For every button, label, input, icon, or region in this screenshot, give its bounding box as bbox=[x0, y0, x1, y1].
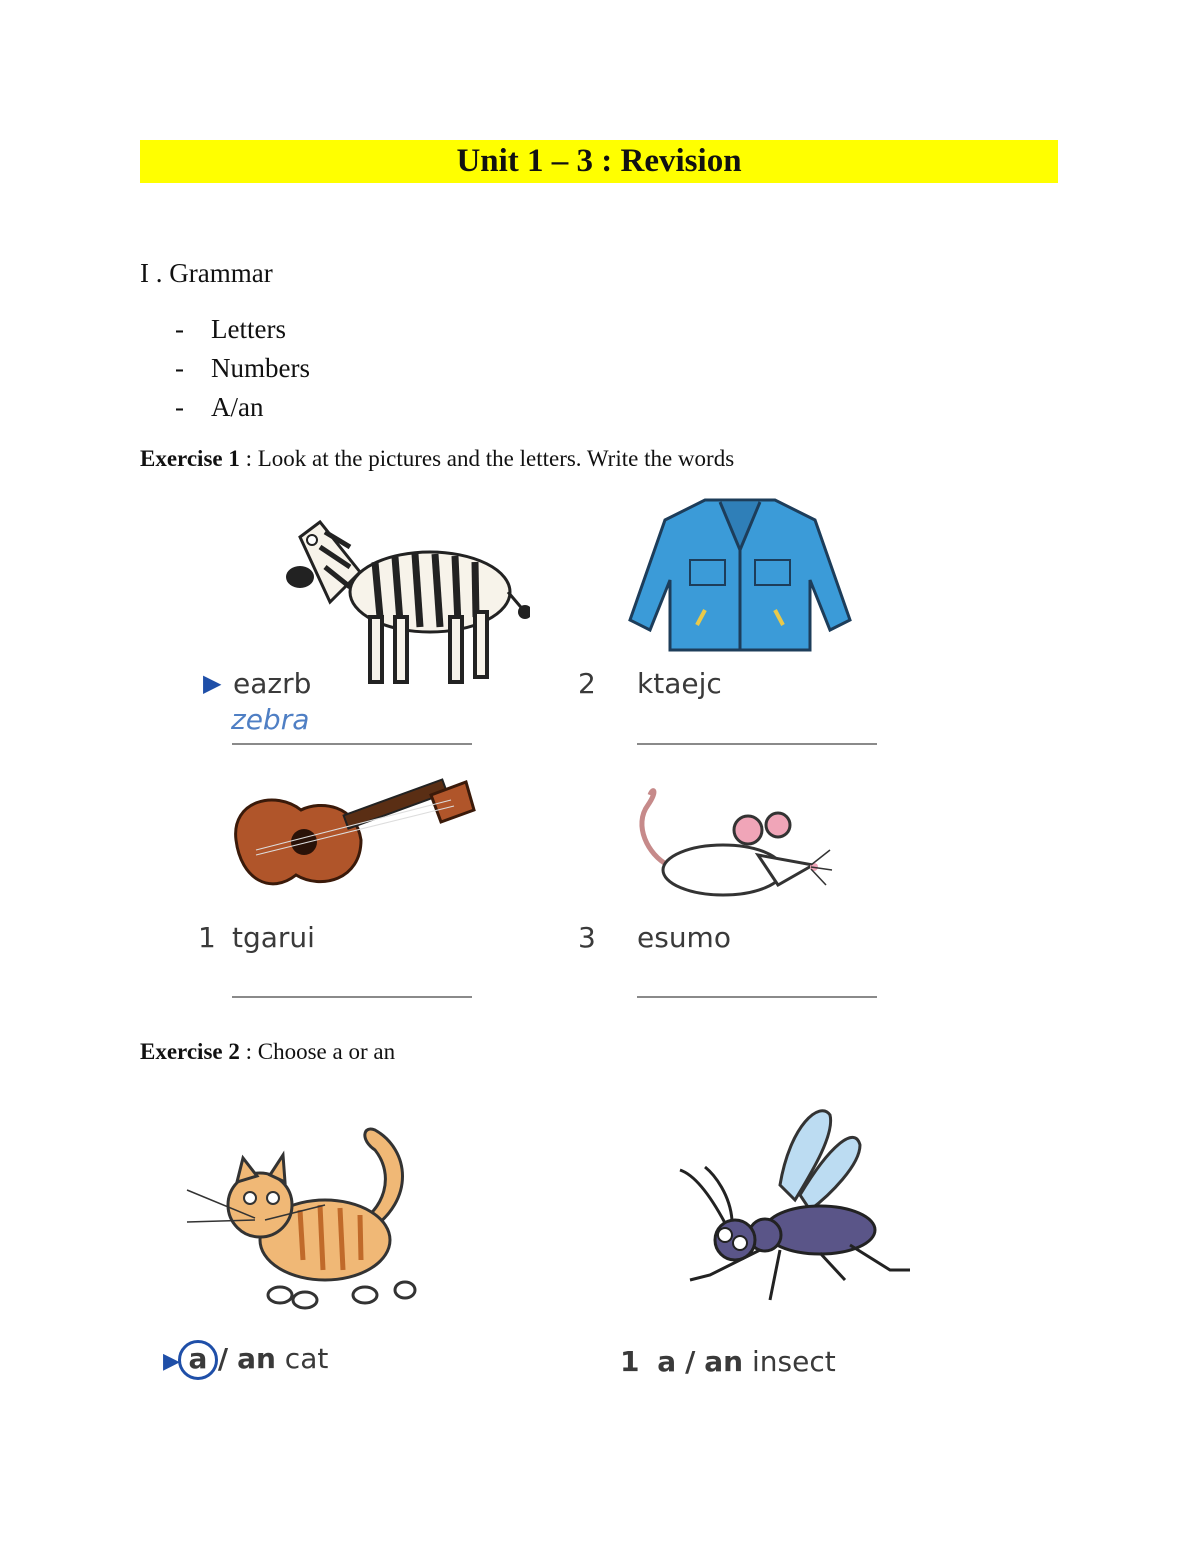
title-highlight bbox=[140, 140, 1058, 183]
scrambled-word: esumo bbox=[637, 921, 731, 954]
item-word: insect bbox=[751, 1345, 836, 1378]
zebra-picture bbox=[280, 492, 530, 702]
list-item: - Letters bbox=[175, 314, 286, 344]
circled-choice[interactable]: a bbox=[178, 1340, 218, 1380]
answer-text: zebra bbox=[231, 703, 310, 736]
answer-line[interactable] bbox=[637, 996, 877, 998]
exercise-label: Exercise 2 bbox=[140, 1039, 240, 1064]
example-answer bbox=[163, 1340, 328, 1380]
exercise-2-heading bbox=[140, 1039, 395, 1065]
grammar-list bbox=[175, 312, 310, 429]
answer-line[interactable] bbox=[232, 996, 472, 998]
example-marker-icon: ▶ bbox=[163, 1349, 180, 1374]
guitar-picture bbox=[226, 770, 476, 905]
list-item-text: Numbers bbox=[211, 353, 310, 383]
item-word: cat bbox=[284, 1342, 329, 1375]
choice-an[interactable]: an bbox=[237, 1342, 276, 1375]
answer-line[interactable] bbox=[637, 743, 877, 745]
choice-a[interactable]: a bbox=[657, 1345, 677, 1378]
item-number: 3 bbox=[578, 921, 596, 954]
exercise-2-item bbox=[620, 1345, 836, 1378]
answer-line[interactable] bbox=[232, 743, 472, 745]
page-title: Unit 1 – 3 : Revision bbox=[456, 143, 742, 179]
section-heading: I . Grammar bbox=[140, 258, 273, 288]
item-number: 1 bbox=[198, 921, 216, 954]
item-number: 1 bbox=[620, 1345, 640, 1378]
cat-picture bbox=[185, 1120, 430, 1315]
list-item: - Numbers bbox=[175, 353, 310, 383]
exercise-label: Exercise 1 bbox=[140, 446, 240, 471]
separator: / bbox=[685, 1345, 696, 1378]
list-item: - A/an bbox=[175, 392, 264, 422]
list-item-text: A/an bbox=[211, 392, 264, 422]
scrambled-word: tgarui bbox=[232, 921, 315, 954]
item-number: 2 bbox=[578, 667, 596, 700]
separator: / bbox=[217, 1342, 229, 1375]
scrambled-word: ktaejc bbox=[637, 667, 722, 700]
list-item-text: Letters bbox=[211, 314, 286, 344]
exercise-instruction: : Choose a or an bbox=[239, 1039, 396, 1064]
choice-an[interactable]: an bbox=[704, 1345, 744, 1378]
jacket-picture bbox=[625, 490, 855, 660]
insect-picture bbox=[670, 1105, 915, 1305]
exercise-instruction: : Look at the pictures and the letters. Write the words bbox=[239, 446, 735, 471]
example-marker-icon: ▶ bbox=[203, 669, 222, 697]
exercise-1-heading bbox=[140, 446, 734, 472]
mouse-picture bbox=[628, 785, 833, 905]
scrambled-word: eazrb bbox=[233, 667, 312, 700]
